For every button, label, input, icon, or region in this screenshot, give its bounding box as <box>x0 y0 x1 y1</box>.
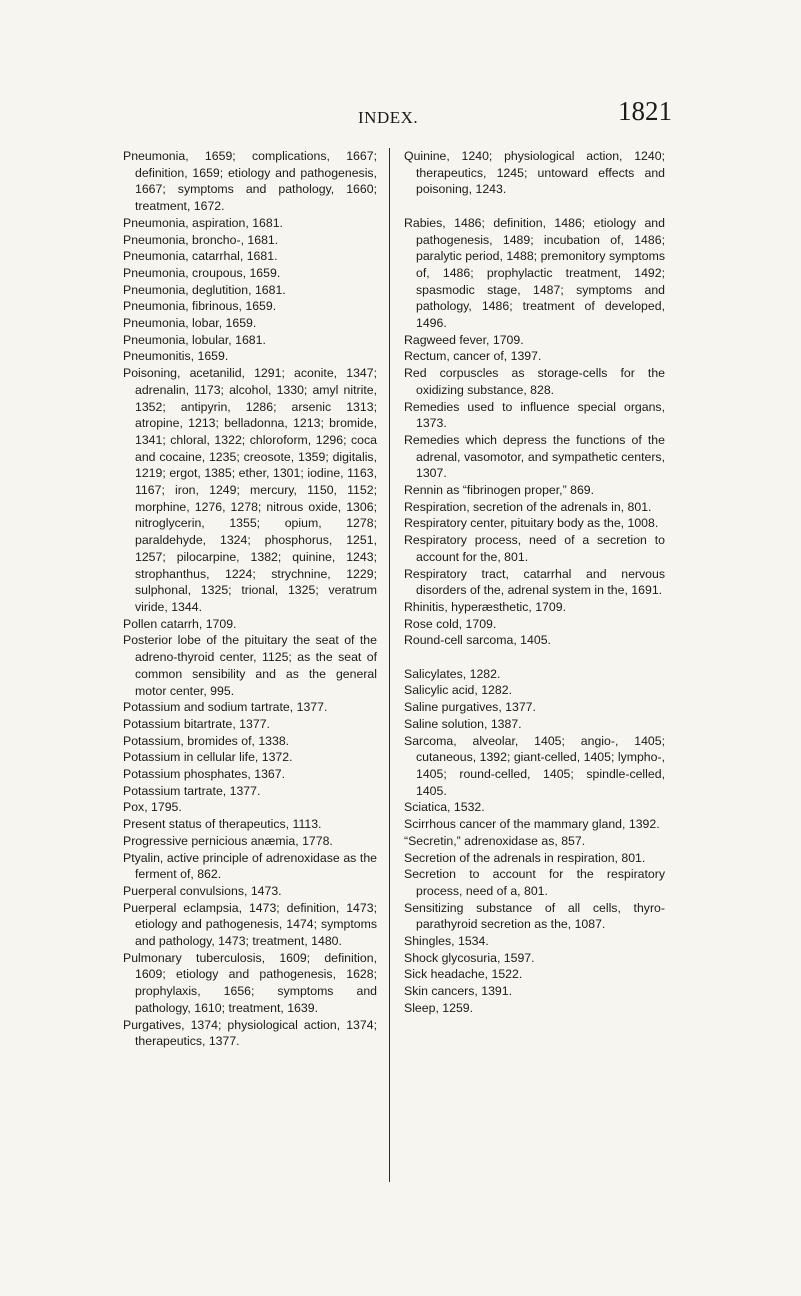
index-column-right <box>404 148 665 1017</box>
letter-group-gap <box>404 198 665 215</box>
index-entry: Secretion to account for the respiratory process, need of a, 801. <box>404 867 665 898</box>
index-entry: Sarcoma, alveolar, 1405; angio-, 1405; cutaneous, 1392; giant-celled, 1405; lympho-, 1405; round-celled, 1405; spindle-celled, 1405. <box>404 733 665 798</box>
index-entry: Rabies, 1486; definition, 1486; etiology and pathogenesis, 1489; incubation of, 1486; paralytic period, 1488; premonitory symptoms of, 1486; prophylactic treatment, 1492; spasmodic stage, 1487; symptoms and pathology, 1486; treatment of developed, 1496. <box>404 215 665 331</box>
index-entry: Respiratory center, pituitary body as the, 1008. <box>404 516 659 531</box>
index-entry: Shingles, 1534. <box>404 934 489 949</box>
index-entry: Pox, 1795. <box>123 800 182 815</box>
index-entry: Scirrhous cancer of the mammary gland, 1392. <box>404 817 660 832</box>
index-entry: Pneumonia, aspiration, 1681. <box>123 215 283 230</box>
index-entry: Potassium in cellular life, 1372. <box>123 750 293 765</box>
page-number: 1821 <box>618 96 672 126</box>
index-entry: Shock glycosuria, 1597. <box>404 950 535 965</box>
index-entry: Pneumonia, croupous, 1659. <box>123 265 281 280</box>
index-entry: Respiration, secretion of the adrenals in, 801. <box>404 499 652 514</box>
index-entry: Red corpuscles as storage-cells for the oxidizing substance, 828. <box>404 366 665 397</box>
index-entry: Potassium phosphates, 1367. <box>123 767 286 782</box>
index-entry: Pneumonia, deglutition, 1681. <box>123 282 286 297</box>
index-entry: Respiratory process, need of a secretion to account for the, 801. <box>404 533 665 564</box>
index-column-left <box>123 148 377 1050</box>
index-entry: Rectum, cancer of, 1397. <box>404 349 542 364</box>
index-entry: Remedies used to influence special organs, 1373. <box>404 399 665 431</box>
index-entry: Present status of therapeutics, 1113. <box>123 817 322 832</box>
index-entry: Salicylates, 1282. <box>404 666 501 681</box>
index-entry: Salicylic acid, 1282. <box>404 683 512 698</box>
index-entry: Potassium bitartrate, 1377. <box>123 716 270 731</box>
index-entry: Potassium, bromides of, 1338. <box>123 733 290 748</box>
index-entry: Skin cancers, 1391. <box>404 984 513 999</box>
index-entry: Sleep, 1259. <box>404 1000 474 1015</box>
index-entry: Pneumonia, lobular, 1681. <box>123 332 266 347</box>
index-entry: Remedies which depress the functions of the adrenal, vasomotor, and sympathetic centers, 1307. <box>404 432 665 481</box>
index-entry: “Secretin,” adrenoxidase as, 857. <box>404 833 586 848</box>
index-entry: Progressive pernicious anæmia, 1778. <box>123 833 333 848</box>
index-entry: Pneumonitis, 1659. <box>123 349 229 364</box>
letter-group-gap <box>404 649 665 666</box>
index-entry: Rose cold, 1709. <box>404 616 497 631</box>
column-divider <box>389 148 390 1182</box>
index-entry: Secretion of the adrenals in respiration, 801. <box>404 850 646 865</box>
index-entry: Rhinitis, hyperæsthetic, 1709. <box>404 599 566 614</box>
index-entry: Pneumonia, fibrinous, 1659. <box>123 299 277 314</box>
index-entry: Pneumonia, broncho-, 1681. <box>123 232 279 247</box>
index-entry: Pneumonia, catarrhal, 1681. <box>123 249 278 264</box>
index-entry: Pollen catarrh, 1709. <box>123 616 237 631</box>
index-entry: Ragweed fever, 1709. <box>404 332 524 347</box>
index-entry: Pneumonia, 1659; complications, 1667; definition, 1659; etiology and pathogenesis, 1667; symptoms and pathology, 1660; treatment, 1672. <box>123 149 377 214</box>
index-entry: Rennin as “fibrinogen proper,” 869. <box>404 483 595 498</box>
index-entry: Sciatica, 1532. <box>404 800 485 815</box>
index-entry: Saline solution, 1387. <box>404 716 522 731</box>
index-entry: Puerperal eclampsia, 1473; definition, 1473; etiology and pathogenesis, 1474; symptoms and pathology, 1473; treatment, 1480. <box>123 900 377 949</box>
index-entry: Potassium tartrate, 1377. <box>123 783 261 798</box>
index-entry: Quinine, 1240; physiological action, 1240; therapeutics, 1245; untoward effects and poisoning, 1243. <box>404 149 665 197</box>
index-entry: Ptyalin, active principle of adrenoxidase as the ferment of, 862. <box>123 850 377 882</box>
index-entry: Pneumonia, lobar, 1659. <box>123 316 257 331</box>
index-entry: Sensitizing substance of all cells, thyro-parathyroid secretion as the, 1087. <box>404 900 665 932</box>
running-title: INDEX. <box>358 108 419 127</box>
index-entry: Potassium and sodium tartrate, 1377. <box>123 700 328 715</box>
index-entry: Purgatives, 1374; physiological action, 1374; therapeutics, 1377. <box>123 1017 377 1049</box>
index-entry: Pulmonary tuberculosis, 1609; definition, 1609; etiology and pathogenesis, 1628; prophylaxis, 1656; symptoms and pathology, 1610; treatment, 1639. <box>123 950 377 1015</box>
index-entry: Sick headache, 1522. <box>404 967 523 982</box>
index-entry: Puerperal convulsions, 1473. <box>123 883 282 898</box>
index-entry: Round-cell sarcoma, 1405. <box>404 633 551 648</box>
index-entry: Saline purgatives, 1377. <box>404 700 536 715</box>
page-header <box>0 96 801 136</box>
index-entry: Poisoning, acetanilid, 1291; aconite, 1347; adrenalin, 1173; alcohol, 1330; amyl nitrite, 1352; antipyrin, 1286; arsenic 1313; atropine, 1213; belladonna, 1213; bromide, 1341; chloral, 1322; chloroform, 1296; coca and cocaine, 1235; creosote, 1359; digitalis, 1219; ergot, 1385; ether, 1301; iodine, 1163, 1167; iron, 1249; mercury, 1150, 1152; morphine, 1276, 1278; nitrous oxide, 1306; nitroglycerin, 1355; opium, 1278; paraldehyde, 1324; phosphorus, 1251, 1257; pilocarpine, 1382; quinine, 1243; strophanthus, 1224; strychnine, 1229; sulphonal, 1325; trional, 1325; veratrum viride, 1344. <box>123 366 377 614</box>
index-entry: Respiratory tract, catarrhal and nervous disorders of the, adrenal system in the, 1691. <box>404 566 665 598</box>
index-entry: Posterior lobe of the pituitary the seat of the adreno-thyroid center, 1125; as the seat of common sensibility and as the general motor center, 995. <box>123 633 377 698</box>
